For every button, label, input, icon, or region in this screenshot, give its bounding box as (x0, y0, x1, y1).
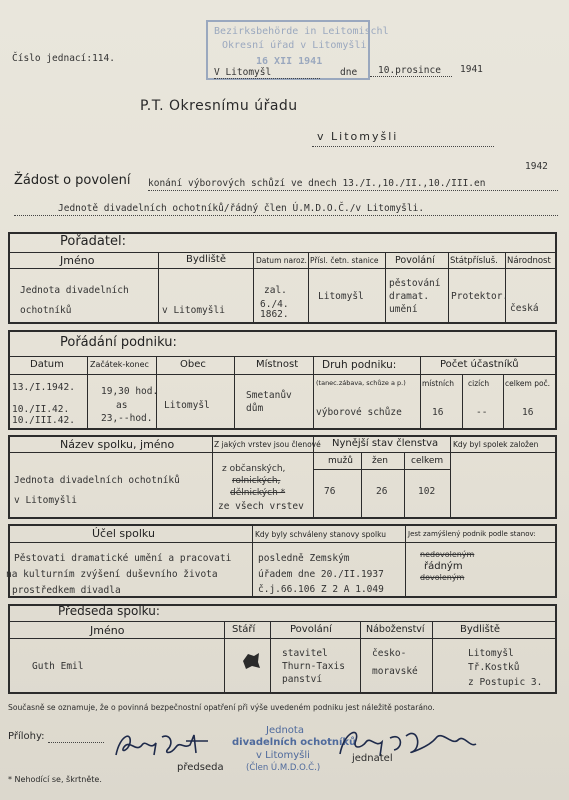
event-place: dům (246, 403, 264, 414)
date-label: dne (340, 67, 358, 78)
event-date: 10./III.42. (12, 415, 75, 426)
members-women: 26 (376, 486, 388, 497)
col-approved: Kdy byly schváleny stanovy spolku (255, 530, 386, 539)
organizer-name: ochotníků (20, 305, 72, 316)
attachments-label: Přílohy: (8, 731, 45, 742)
col-members-total: celkem (411, 456, 444, 466)
association-stamp: divadelních ochotníků (232, 737, 357, 748)
col-state: Státpřísluš. (450, 256, 498, 266)
chairman-residence: Litomyšl (468, 648, 514, 659)
date-underline (370, 76, 452, 77)
chairman-religion: moravské (372, 666, 418, 677)
col-members: Z jakých vrstev jsou členové (214, 440, 321, 449)
col-name: Jméno (60, 254, 95, 267)
members-from: ze všech vrstev (218, 501, 304, 512)
rule (420, 356, 421, 428)
place-prefix: V Litomyšl (214, 67, 272, 78)
event-time: as (116, 400, 128, 411)
members-from: dělnických * (230, 488, 286, 498)
col-men: mužů (328, 456, 353, 466)
col-type-sub: (tanec.zábava, schůze a p.) (316, 379, 406, 387)
rule (385, 252, 386, 322)
organizer-name: Jednota divadelních (20, 285, 129, 296)
col-chair-job: Povolání (290, 624, 332, 635)
organizer-birth: zal. (264, 285, 287, 296)
chairman-job: Thurn-Taxis (282, 661, 345, 672)
rule (555, 604, 557, 694)
organizer-birth: 1862. (260, 309, 289, 320)
association-stamp: Jednota (266, 725, 304, 736)
rule (224, 621, 225, 692)
rule (462, 374, 463, 428)
rule (313, 469, 450, 470)
rule (8, 692, 556, 694)
allowed-option: dovoleným (420, 573, 465, 582)
rule (313, 356, 314, 428)
request-label: Žádost o povolení (14, 173, 131, 188)
approved-text: úřadem dne 20./II.1937 (258, 569, 384, 580)
rule (8, 268, 556, 269)
col-member-state: Nynější stav členstva (332, 438, 439, 449)
rule (448, 252, 449, 322)
chairman-job: panství (282, 674, 323, 685)
rule (8, 452, 556, 453)
col-type: Druh podniku: (322, 359, 397, 371)
col-foreign: cizích (468, 379, 490, 388)
col-town: Obec (180, 359, 206, 370)
col-religion: Náboženství (366, 624, 425, 635)
organizer-residence: v Litomyšli (162, 305, 225, 316)
members-men: 76 (324, 486, 336, 497)
rule (234, 356, 235, 428)
event-time: 19,30 hod. (101, 386, 159, 397)
stamp-date: 16 XII 1941 (256, 56, 323, 67)
association-stamp: v Litomyšli (256, 750, 310, 761)
rule (404, 452, 405, 517)
event-local: 16 (432, 407, 444, 418)
organizer-job: dramat. (389, 291, 430, 302)
chairman-job: stavitel (282, 648, 328, 659)
rule (405, 524, 406, 596)
col-nationality: Národnost (507, 256, 551, 266)
event-time: 23,--hod. (101, 413, 153, 424)
organizer-nationality: česká (510, 303, 539, 314)
approved-text: posledně Zemským (258, 553, 350, 564)
stamp-line: Bezirksbehörde in Leitomischl (214, 26, 389, 37)
rule (8, 542, 556, 543)
rule (8, 322, 556, 324)
purpose-text: prostředkem divadla (12, 585, 121, 596)
rule (8, 428, 556, 430)
association-name: Jednota divadelních ochotníků (14, 475, 180, 486)
col-job: Povolání (395, 255, 435, 266)
association-stamp: (Člen Ú.M.D.O.Č.) (246, 763, 321, 773)
rule (87, 356, 88, 428)
organizer-job: pěstování (389, 278, 441, 289)
event-date: 10./II.42. (12, 404, 70, 415)
organizer-station: Litomyšl (318, 291, 364, 302)
rule (360, 621, 361, 692)
stamp-line: Okresní úřad v Litomyšli (222, 40, 367, 51)
col-age: Stáří (232, 624, 256, 635)
event-date: 13./I.1942. (12, 382, 75, 393)
col-women: žen (372, 456, 388, 466)
chairman-residence: Tř.Kostků (468, 662, 520, 673)
approved-text: č.j.66.106 Z 2 A 1.049 (258, 584, 384, 595)
purpose-text: na kulturním zvýšení duševního života (6, 569, 218, 580)
request-underline (148, 190, 558, 191)
rule (158, 252, 159, 322)
col-time: Začátek-konec (90, 360, 149, 369)
rule (308, 252, 309, 322)
rule (253, 252, 254, 322)
organizer-job: umění (389, 304, 418, 315)
year-value: 1941 (460, 64, 483, 75)
col-local: místních (422, 379, 454, 388)
rule (8, 621, 556, 622)
reference-number: Číslo jednací:114. (12, 53, 115, 64)
city-underline (312, 146, 494, 147)
col-total: celkem poč. (505, 379, 551, 388)
rule (8, 435, 556, 437)
col-count: Počet účastníků (440, 359, 519, 370)
year-above: 1942 (525, 161, 548, 172)
rule (450, 435, 451, 517)
allowed-option: řádným (424, 561, 463, 572)
secretary-label: jednatel (352, 753, 393, 764)
rule (8, 517, 556, 519)
event-title: Pořádání podniku: (60, 335, 177, 350)
attachments-line (48, 742, 104, 743)
rule (361, 452, 362, 517)
organizer-state: Protektor. (451, 291, 509, 302)
allowed-option: nedovoleným (420, 550, 475, 559)
chairman-signature (110, 725, 230, 765)
chairman-residence: z Postupic 3. (468, 677, 543, 688)
organizer-birth: 6./4. (260, 299, 289, 310)
event-type: výborové schůze (316, 407, 402, 418)
members-from: z občanských, (222, 464, 286, 474)
members-total: 102 (418, 486, 436, 497)
col-allowed: Jest zamýšlený podnik podle stanov: (408, 530, 536, 538)
chairman-label: předseda (177, 762, 224, 773)
members-from: rolnických, (232, 476, 281, 486)
addressee-city: v Litomyšli (317, 130, 399, 143)
request-underline-2 (14, 215, 558, 216)
rule (8, 524, 10, 598)
rule (270, 621, 271, 692)
rule (8, 638, 556, 639)
rule (555, 435, 557, 519)
col-residence: Bydliště (186, 254, 226, 265)
col-birth: Datum naroz. (256, 256, 307, 265)
rule (8, 435, 10, 519)
col-chair-residence: Bydliště (460, 624, 500, 635)
event-total: 16 (522, 407, 534, 418)
chairman-religion: česko- (372, 648, 407, 659)
purpose-text: Pěstovati dramatické umění a pracovati (14, 553, 232, 564)
chairman-name: Guth Emil (32, 661, 84, 672)
rule (252, 524, 253, 596)
chairman-title: Předseda spolku: (58, 604, 160, 618)
rule (8, 252, 556, 253)
rule (503, 374, 504, 428)
addressee: P.T. Okresnímu úřadu (140, 98, 298, 114)
safety-notice: Současně se oznamuje, že o povinná bezpečnostní opatření při výše uvedeném podniku jest náležitě postaráno. (8, 703, 435, 712)
rule (555, 330, 557, 430)
footnote: * Nehodící se, škrtněte. (8, 775, 102, 784)
col-place: Místnost (256, 359, 299, 370)
date-value: 10.prosince (378, 65, 441, 76)
organizer-title: Pořadatel: (60, 234, 126, 249)
association-name: v Litomyšli (14, 495, 77, 506)
event-place: Smetanův (246, 390, 292, 401)
rule (505, 252, 506, 322)
rule (212, 435, 213, 517)
place-underline (214, 78, 320, 79)
rule (8, 330, 556, 332)
col-purpose: Účel spolku (92, 527, 155, 540)
rule (8, 374, 556, 375)
rule (555, 524, 557, 598)
rule (8, 604, 10, 694)
rule (432, 621, 433, 692)
event-town: Litomyšl (164, 400, 210, 411)
rule (8, 330, 10, 430)
col-date: Datum (30, 359, 64, 370)
col-founded: Kdy byl spolek založen (453, 440, 539, 449)
col-chair-name: Jméno (90, 624, 125, 637)
event-foreign: -- (476, 407, 488, 418)
col-station: Přísl. četn. stanice (310, 256, 379, 265)
request-line-2: Jednotě divadelních ochotníků/řádný člen Ú.M.D.O.Č./v Litomyšli. (58, 203, 425, 214)
redaction-blot (240, 650, 262, 672)
rule (8, 524, 556, 526)
col-assoc-name: Název spolku, jméno (60, 438, 175, 451)
request-text: konání výborových schůzí ve dnech 13./I.,10./II.,10./III.en (148, 178, 486, 189)
rule (8, 232, 10, 324)
rule (555, 232, 557, 324)
rule (8, 356, 556, 357)
